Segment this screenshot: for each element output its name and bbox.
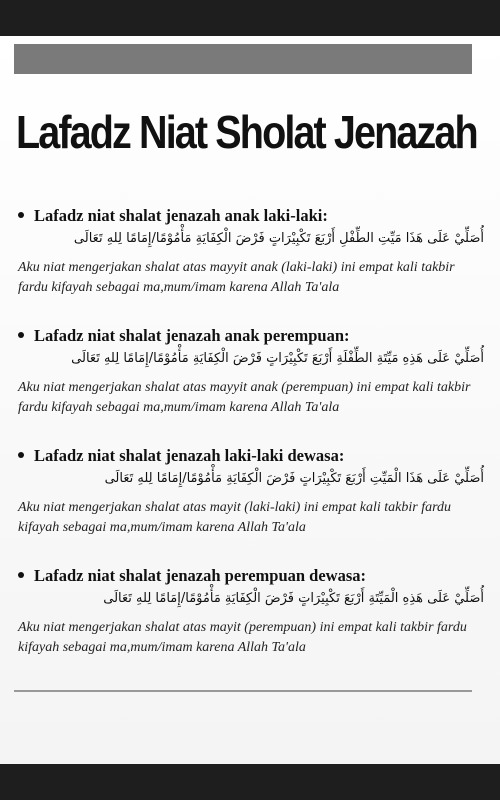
bullet-icon xyxy=(18,212,24,218)
header-band xyxy=(14,44,472,74)
bottom-bar xyxy=(0,764,500,800)
bullet-icon xyxy=(18,452,24,458)
arabic-niat: أُصَلِّيْ عَلَى هَذِهِ الْمَيِّتَةِ أَرْبَعَ تَكْبِيْرَاتٍ فَرْضَ الْكِفَايَةِ مَأْمُوْمًا/إِمَامًا لِلهِ تَعَالَى xyxy=(103,591,484,606)
top-bar xyxy=(0,0,500,36)
section-heading-text: Lafadz niat shalat jenazah anak perempuan: xyxy=(34,326,350,345)
section-heading xyxy=(18,446,488,466)
document-page xyxy=(0,36,500,764)
niat-meaning: Aku niat mengerjakan shalat atas mayyit anak (laki-laki) ini empat kali takbir fardu kifayah sebagai ma,mum/imam karena Allah Ta'ala xyxy=(18,260,455,295)
arabic-niat: أُصَلِّيْ عَلَى هَذَا الْمَيِّتِ أَرْبَعَ تَكْبِيْرَاتٍ فَرْضَ الْكِفَايَةِ مَأْمُوْمًا/إِمَامًا لِلهِ تَعَالَى xyxy=(104,471,484,486)
page-title: Lafadz Niat Sholat Jenazah xyxy=(16,106,477,158)
section-heading-text: Lafadz niat shalat jenazah perempuan dewasa: xyxy=(34,566,367,585)
niat-meaning: Aku niat mengerjakan shalat atas mayit (perempuan) ini empat kali takbir fardu kifayah sebagai ma,mum/imam karena Allah Ta'ala xyxy=(18,620,467,655)
niat-meaning: Aku niat mengerjakan shalat atas mayyit anak (perempuan) ini empat kali takbir fardu kifayah sebagai ma,mum/imam karena Allah Ta'ala xyxy=(18,380,471,415)
bottom-divider xyxy=(14,690,472,692)
section-heading xyxy=(18,566,488,586)
section-heading-text: Lafadz niat shalat jenazah laki-laki dewasa: xyxy=(34,446,345,465)
niat-meaning: Aku niat mengerjakan shalat atas mayit (laki-laki) ini empat kali takbir fardu kifayah sebagai ma,mum/imam karena Allah Ta'ala xyxy=(18,500,452,535)
bullet-icon xyxy=(18,332,24,338)
arabic-niat: أُصَلِّيْ عَلَى هَذَا مَيِّتِ الطِّفْلِ أَرْبَعَ تَكْبِيْرَاتٍ فَرْضَ الْكِفَايَةِ مَأْمُوْمًا/إِمَامًا لِلهِ تَعَالَى xyxy=(73,231,484,246)
bullet-icon xyxy=(18,572,24,578)
section-heading xyxy=(18,206,488,226)
arabic-niat: أُصَلِّيْ عَلَى هَذِهِ مَيِّتَةِ الطِّفْلَةِ أَرْبَعَ تَكْبِيْرَاتٍ فَرْضَ الْكِفَايَةِ مَأْمُوْمًا/إِمَامًا لِلهِ تَعَالَى xyxy=(71,351,484,366)
section-heading xyxy=(18,326,488,346)
section-heading-text: Lafadz niat shalat jenazah anak laki-laki: xyxy=(34,206,328,225)
